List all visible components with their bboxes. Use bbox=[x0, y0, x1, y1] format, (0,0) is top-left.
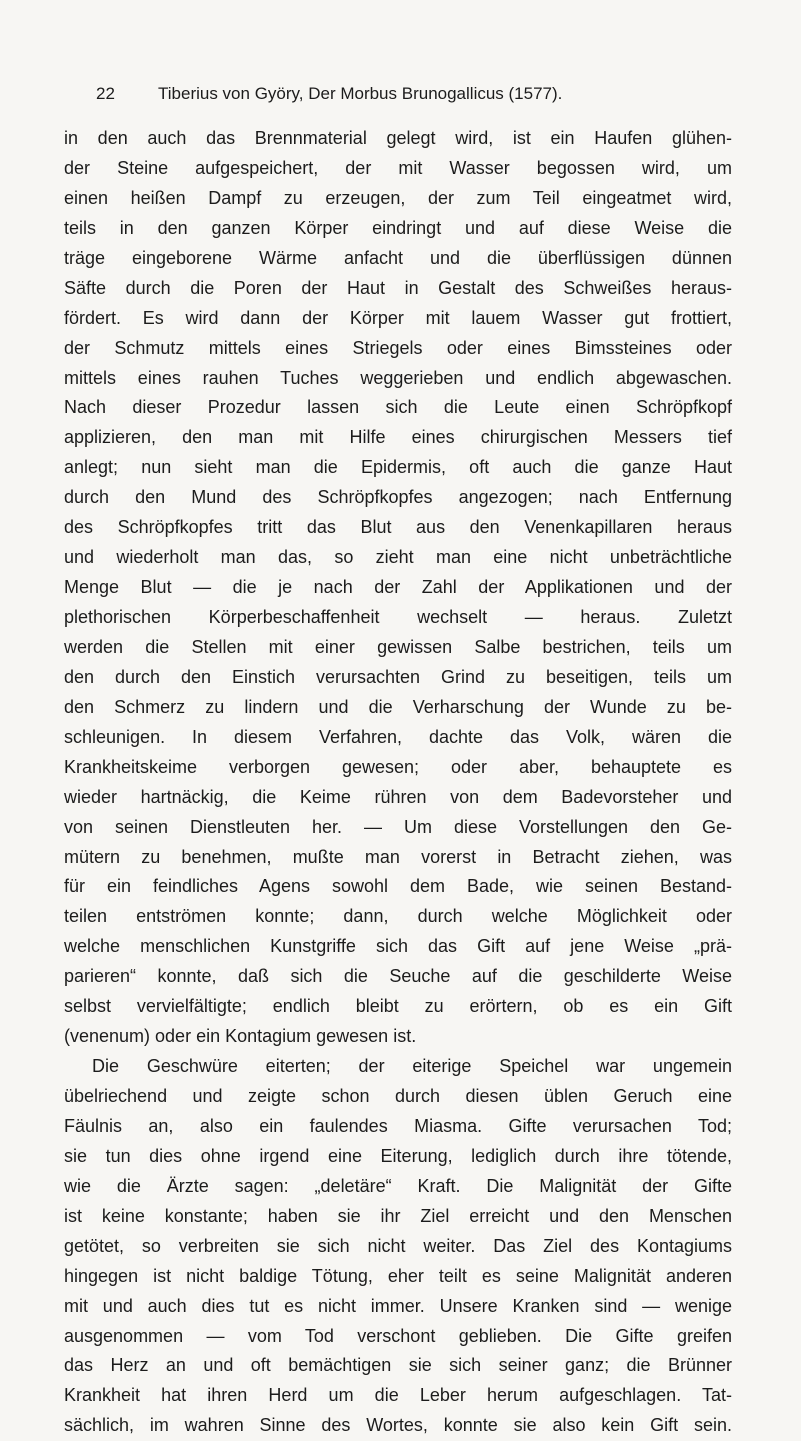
text-line: mütern zu benehmen, mußte man vorerst in Betracht ziehen, was bbox=[64, 846, 732, 867]
text-line: mit und auch dies tut es nicht immer. Unsere Kranken sind — wenige bbox=[64, 1295, 732, 1316]
page-header bbox=[96, 84, 706, 108]
text-line: schleunigen. In diesem Verfahren, dachte das Volk, wären die bbox=[64, 726, 732, 747]
text-line: fördert. Es wird dann der Körper mit lauem Wasser gut frottiert, bbox=[64, 307, 732, 328]
text-line: und wiederholt man das, so zieht man eine nicht unbeträchtliche bbox=[64, 547, 732, 568]
text-line: für ein feindliches Agens sowohl dem Bade, wie seinen Bestand- bbox=[64, 876, 732, 897]
text-line: werden die Stellen mit einer gewissen Salbe bestrichen, teils um bbox=[64, 636, 732, 657]
page-number: 22 bbox=[96, 84, 115, 103]
text-line: Menge Blut — die je nach der Zahl der Applikationen und der bbox=[64, 577, 732, 598]
text-line: applizieren, den man mit Hilfe eines chirurgischen Messers tief bbox=[64, 427, 732, 448]
text-line: von seinen Dienstleuten her. — Um diese Vorstellungen den Ge- bbox=[64, 816, 732, 837]
text-line: das Herz an und oft bemächtigen sie sich seiner ganz; die Brünner bbox=[64, 1355, 732, 1376]
text-line: wieder hartnäckig, die Keime rühren von dem Badevorsteher und bbox=[64, 786, 732, 807]
text-line: einen heißen Dampf zu erzeugen, der zum Teil eingeatmet wird, bbox=[64, 187, 732, 208]
text-line: ausgenommen — vom Tod verschont geblieben. Die Gifte greifen bbox=[64, 1325, 732, 1346]
text-line: (venenum) oder ein Kontagium gewesen ist. bbox=[64, 1026, 417, 1047]
text-line: in den auch das Brennmaterial gelegt wird, ist ein Haufen glühen- bbox=[64, 128, 732, 148]
body-text bbox=[64, 124, 732, 1441]
text-line: träge eingeborene Wärme anfacht und die überflüssigen dünnen bbox=[64, 247, 732, 268]
text-line: selbst vervielfältigte; endlich bleibt zu erörtern, ob es ein Gift bbox=[64, 996, 732, 1017]
text-line: Säfte durch die Poren der Haut in Gestalt des Schweißes heraus- bbox=[64, 277, 732, 298]
text-line: teils in den ganzen Körper eindringt und auf diese Weise die bbox=[64, 217, 732, 238]
text-line: welche menschlichen Kunstgriffe sich das Gift auf jene Weise „prä- bbox=[64, 936, 732, 957]
text-line: wie die Ärzte sagen: „deletäre“ Kraft. Die Malignität der Gifte bbox=[64, 1175, 732, 1196]
text-line: ist keine konstante; haben sie ihr Ziel erreicht und den Menschen bbox=[64, 1205, 732, 1226]
text-line: parieren“ konnte, daß sich die Seuche auf die geschilderte Weise bbox=[64, 966, 732, 987]
text-line: sächlich, im wahren Sinne des Wortes, konnte sie also kein Gift sein. bbox=[64, 1415, 732, 1436]
text-line: anlegt; nun sieht man die Epidermis, oft auch die ganze Haut bbox=[64, 457, 732, 478]
text-line: Krankheitskeime verborgen gewesen; oder aber, behauptete es bbox=[64, 756, 732, 777]
text-line: Die Geschwüre eiterten; der eiterige Speichel war ungemein bbox=[92, 1056, 732, 1077]
text-line: übelriechend und zeigte schon durch diesen üblen Geruch eine bbox=[64, 1086, 732, 1106]
text-line: mittels eines rauhen Tuches weggerieben und endlich abgewaschen. bbox=[64, 367, 732, 388]
text-line: den durch den Einstich verursachten Grind zu beseitigen, teils um bbox=[64, 666, 732, 687]
text-line: des Schröpfkopfes tritt das Blut aus den Venenkapillaren heraus bbox=[64, 517, 732, 538]
text-line: teilen entströmen konnte; dann, durch welche Möglichkeit oder bbox=[64, 906, 732, 927]
text-line: durch den Mund des Schröpfkopfes angezogen; nach Entfernung bbox=[64, 487, 732, 508]
text-line: sie tun dies ohne irgend eine Eiterung, lediglich durch ihre tötende, bbox=[64, 1145, 732, 1166]
text-line: hingegen ist nicht baldige Tötung, eher teilt es seine Malignität anderen bbox=[64, 1265, 732, 1286]
text-line: Nach dieser Prozedur lassen sich die Leute einen Schröpfkopf bbox=[64, 397, 732, 418]
text-line: getötet, so verbreiten sie sich nicht weiter. Das Ziel des Kontagiums bbox=[64, 1235, 732, 1256]
text-line: der Steine aufgespeichert, der mit Wasser begossen wird, um bbox=[64, 157, 732, 178]
text-line: den Schmerz zu lindern und die Verharschung der Wunde zu be- bbox=[64, 696, 732, 717]
running-title: Tiberius von Györy, Der Morbus Brunogallicus (1577). bbox=[158, 84, 563, 103]
text-line: Fäulnis an, also ein faulendes Miasma. Gifte verursachen Tod; bbox=[64, 1115, 732, 1136]
text-line: Krankheit hat ihren Herd um die Leber herum aufgeschlagen. Tat- bbox=[64, 1385, 732, 1406]
text-line: plethorischen Körperbeschaffenheit wechselt — heraus. Zuletzt bbox=[64, 607, 732, 627]
text-line: der Schmutz mittels eines Striegels oder eines Bimssteines oder bbox=[64, 337, 732, 358]
